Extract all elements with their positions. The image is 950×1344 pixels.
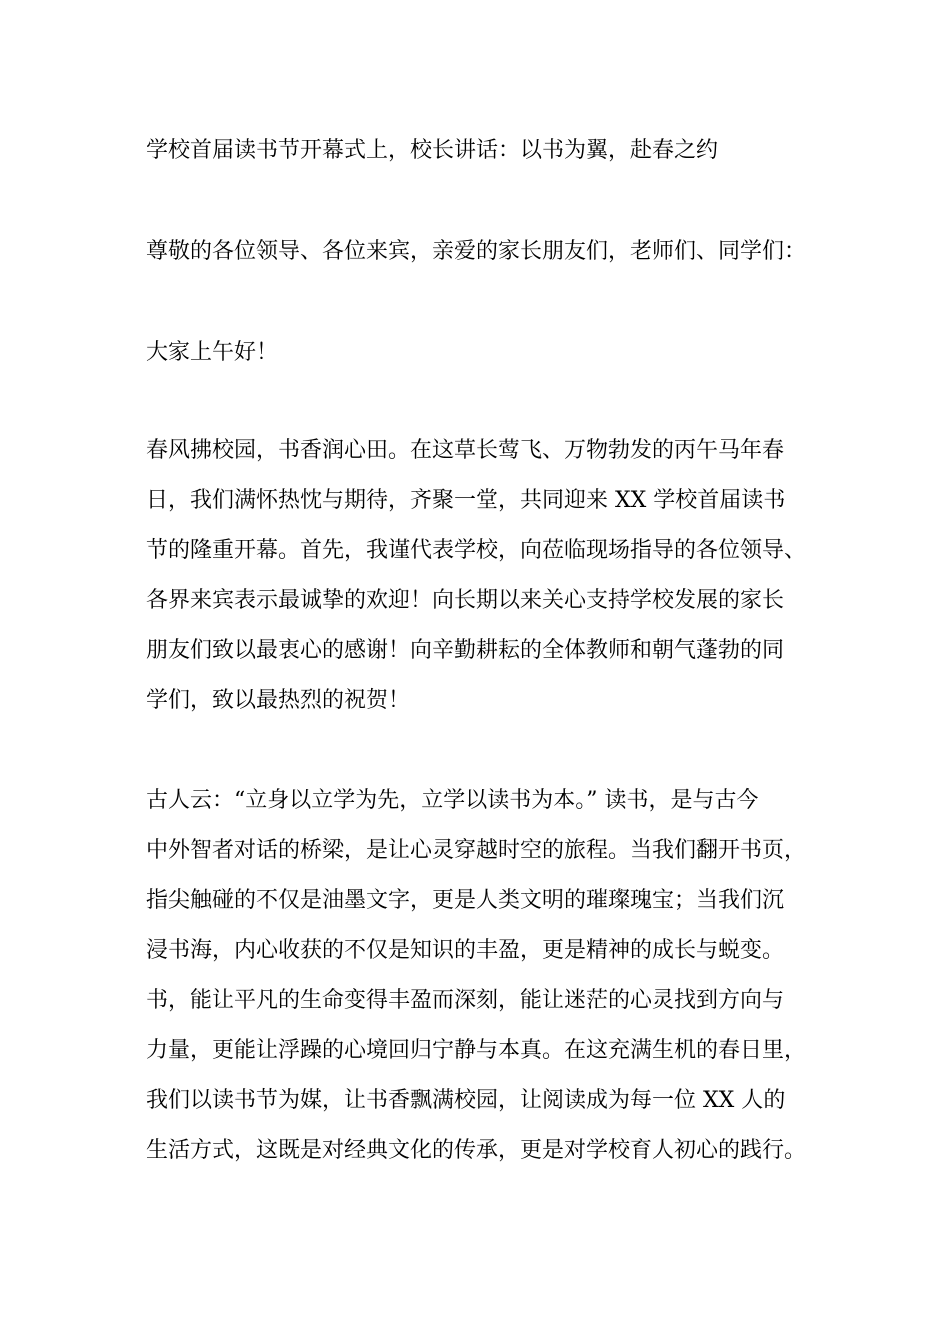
paragraph-2-line: 书，能让平凡的生命变得丰盈而深刻，能让迷茫的心灵找到方向与 — [146, 988, 785, 1013]
paragraph-2-line: 中外智者对话的桥梁，是让心灵穿越时空的旅程。当我们翻开书页， — [146, 838, 807, 863]
paragraph-2-line: 指尖触碰的不仅是油墨文字，更是人类文明的璀璨瑰宝；当我们沉 — [146, 888, 785, 913]
paragraph-1-line: 节的隆重开幕。首先，我谨代表学校，向莅临现场指导的各位领导、 — [146, 538, 807, 563]
paragraph-1-line: 朋友们致以最衷心的感谢！向辛勤耕耘的全体教师和朝气蓬勃的同 — [146, 638, 785, 663]
paragraph-1-line: 春风拂校园，书香润心田。在这草长莺飞、万物勃发的丙午马年春 — [146, 438, 785, 463]
paragraph-2-line: 力量，更能让浮躁的心境回归宁静与本真。在这充满生机的春日里， — [146, 1038, 807, 1063]
paragraph-1-line: 学们，致以最热烈的祝贺！ — [146, 688, 411, 713]
paragraph-1-line: 日，我们满怀热忱与期待，齐聚一堂，共同迎来 XX 学校首届读书 — [146, 488, 786, 513]
paragraph-2-line: 浸书海，内心收获的不仅是知识的丰盈，更是精神的成长与蜕变。 — [146, 938, 785, 963]
paragraph-1-line: 各界来宾表示最诚挚的欢迎！向长期以来关心支持学校发展的家长 — [146, 588, 785, 613]
salutation-line: 尊敬的各位领导、各位来宾，亲爱的家长朋友们，老师们、同学们： — [146, 239, 807, 264]
paragraph-2-line: 我们以读书节为媒，让书香飘满校园，让阅读成为每一位 XX 人的 — [146, 1088, 786, 1113]
paragraph-2-line: 生活方式，这既是对经典文化的传承，更是对学校育人初心的践行。 — [146, 1138, 807, 1163]
speech-title: 学校首届读书节开幕式上，校长讲话：以书为翼，赴春之约 — [146, 138, 719, 163]
greeting-line: 大家上午好！ — [146, 340, 279, 365]
paragraph-2-line: 古人云：“立身以立学为先，立学以读书为本。” 读书，是与古今 — [146, 788, 759, 813]
